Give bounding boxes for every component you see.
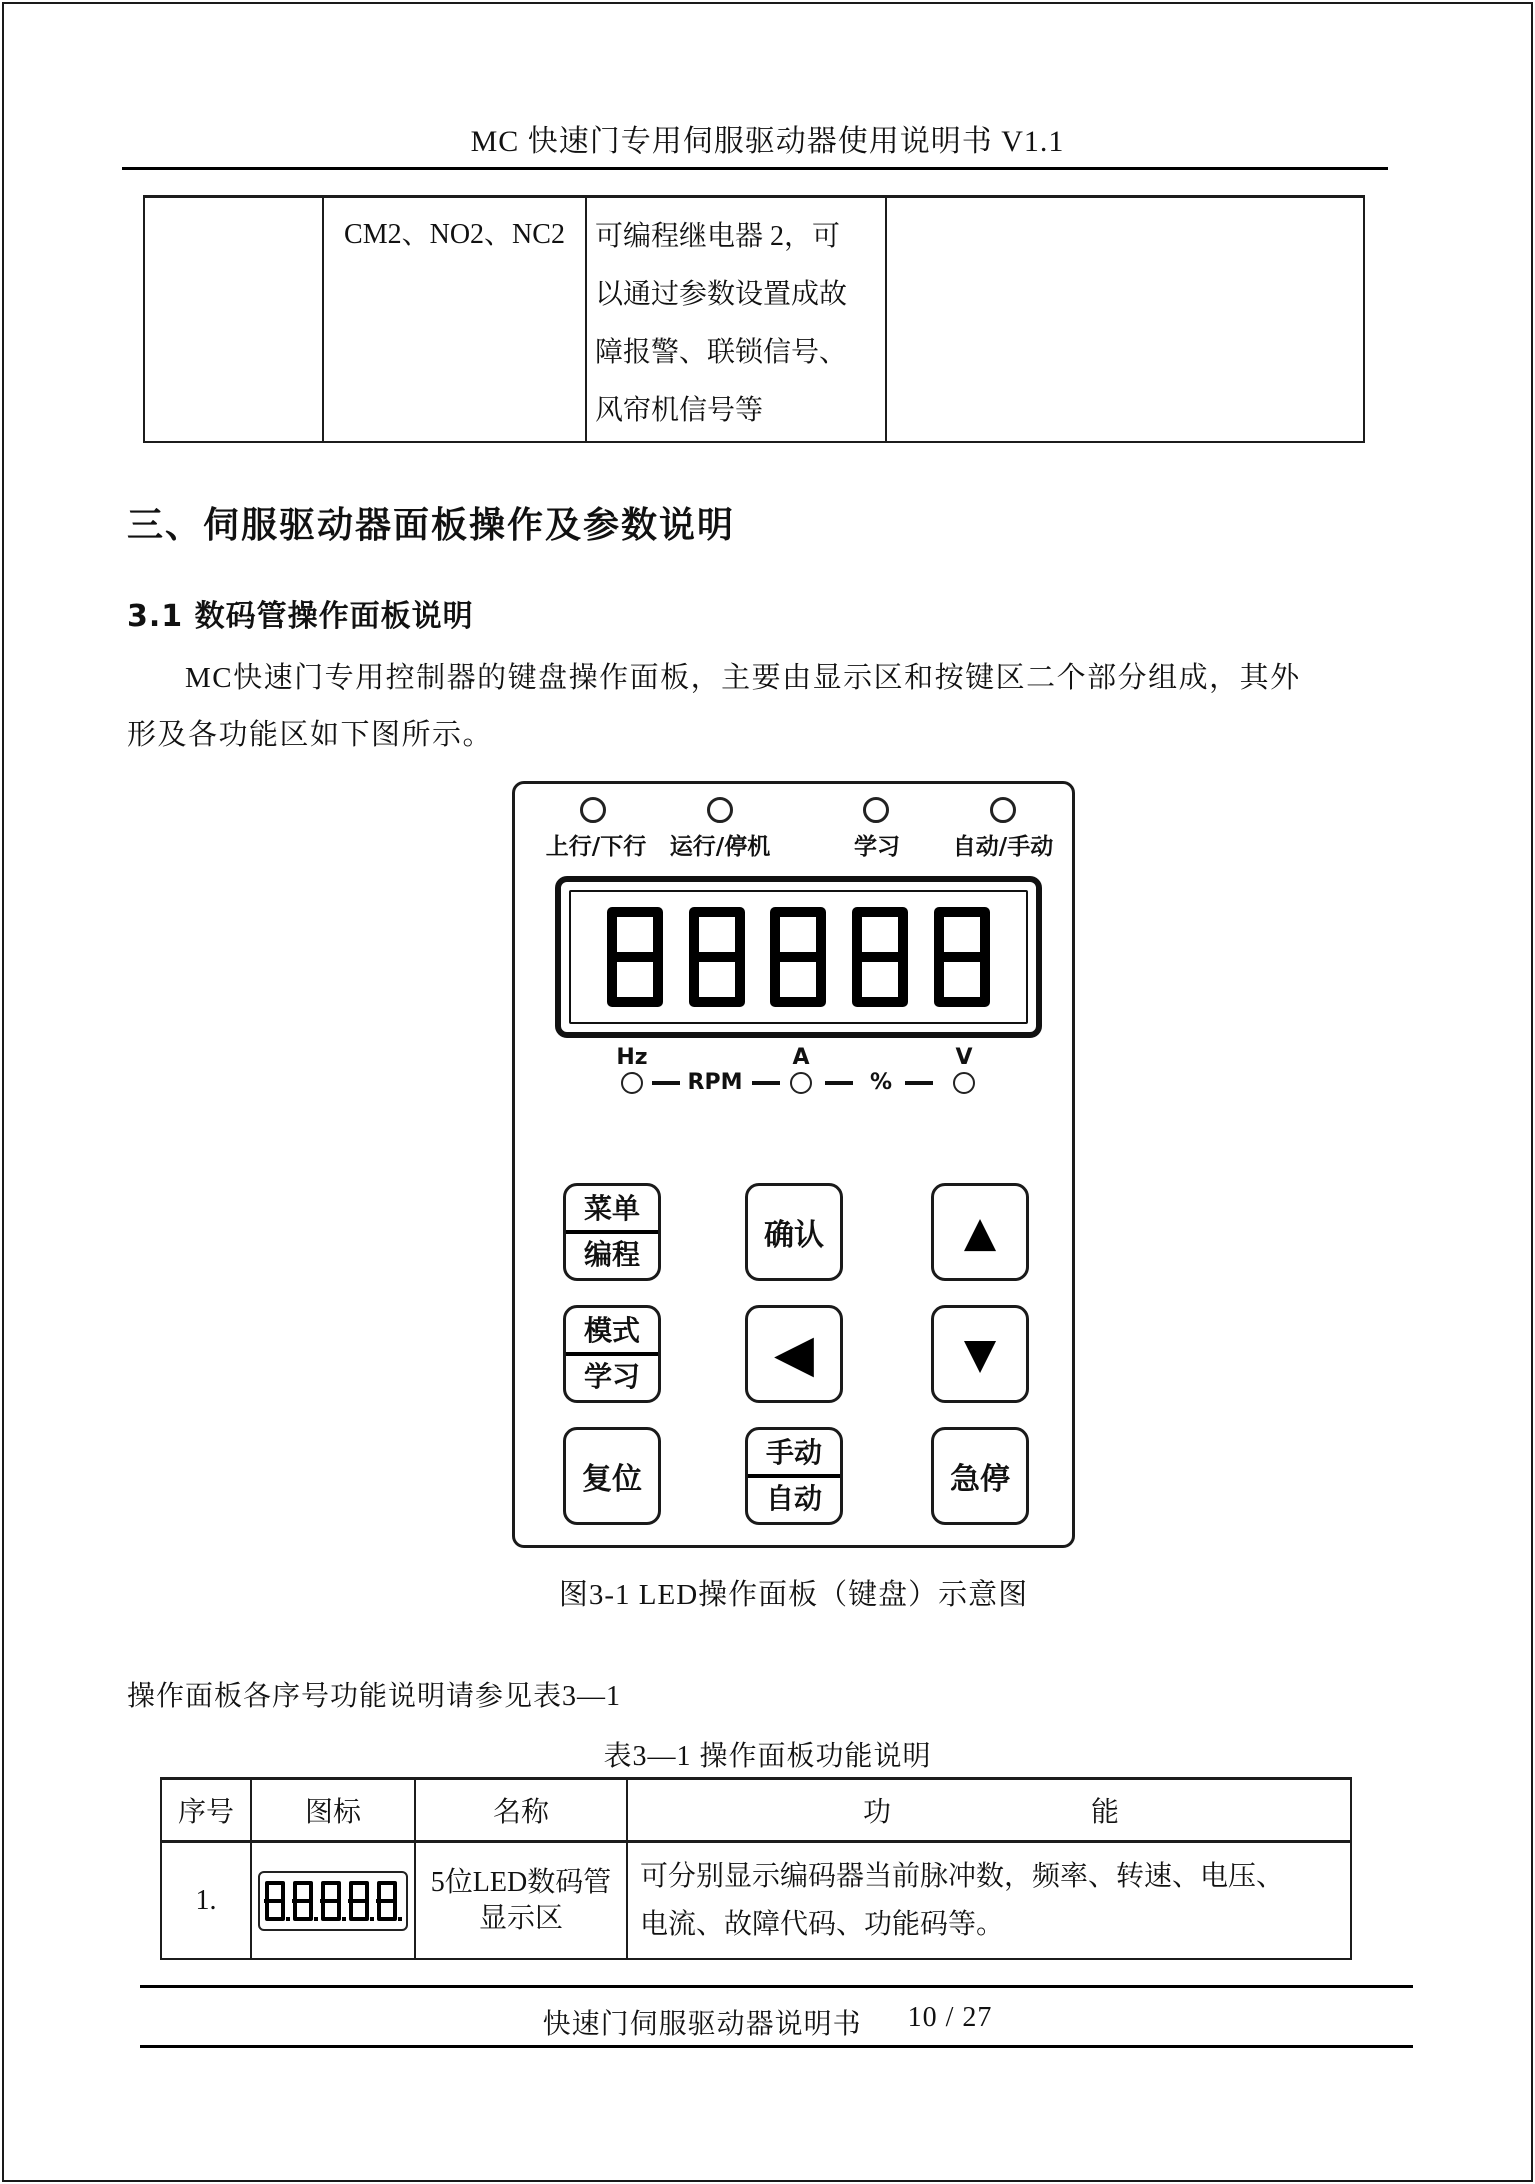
header-function-left: 功 [862, 1797, 891, 1828]
left-triangle-icon: ◀ [774, 1324, 814, 1384]
header-function-right: 能 [1091, 1797, 1120, 1828]
indicator-label-run-stop: 运行/停机 [669, 834, 771, 860]
meter-led-hz-icon [621, 1072, 643, 1094]
program-label: 编程 [583, 1238, 640, 1271]
row-name-cell [416, 1843, 628, 1958]
manual-auto-button [745, 1427, 843, 1525]
row-function-line: 可分别显示编码器当前脉冲数，频率、转速、电压、 [640, 1860, 1285, 1892]
row-function-cell [628, 1843, 1354, 1958]
page-title: MC 快速门专用伺服驱动器使用说明书 V1.1 [470, 125, 1065, 158]
meter-dash [752, 1081, 780, 1085]
down-button [931, 1305, 1029, 1403]
terminal-table-cell-terminals: CM2、NO2、NC2 [324, 198, 587, 441]
unit-label-volt: V [955, 1045, 973, 1070]
row-name-line: 显示区 [478, 1902, 563, 1934]
function-table-header-row [162, 1780, 1350, 1843]
unit-label-rpm: RPM [687, 1070, 743, 1095]
up-triangle-icon: ▲ [963, 1207, 997, 1256]
description-line: 可编程继电器 2，可 [595, 221, 841, 252]
meter-dash [825, 1081, 853, 1085]
header-icon: 图标 [252, 1780, 416, 1840]
meter-dash [652, 1081, 680, 1085]
header-name: 名称 [416, 1780, 628, 1840]
unit-label-percent: % [869, 1070, 893, 1095]
mini-seven-segment-digit [293, 1881, 318, 1921]
header-no: 序号 [162, 1780, 252, 1840]
indicator-led-icon [863, 797, 889, 823]
row-icon-cell [252, 1843, 416, 1958]
indicator-label-learn: 学习 [854, 834, 900, 860]
menu-label: 菜单 [583, 1192, 640, 1225]
down-triangle-icon: ▼ [963, 1329, 997, 1378]
indicator-led-icon [707, 797, 733, 823]
function-table-title: 表3—1 操作面板功能说明 [603, 1741, 932, 1772]
meter-led-volt-icon [953, 1072, 975, 1094]
mini-seven-segment-digit [377, 1881, 402, 1921]
mini-seven-segment-digit [265, 1881, 290, 1921]
icon-mini-display [258, 1871, 408, 1931]
reset-button [563, 1427, 661, 1525]
auto-label: 自动 [765, 1482, 822, 1515]
confirm-button [745, 1183, 843, 1281]
intro-paragraph [127, 650, 1407, 764]
footer [0, 2002, 1535, 2042]
seven-segment-digit [607, 907, 663, 1007]
section-heading: 三、伺服驱动器面板操作及参数说明 [127, 505, 736, 546]
estop-label: 急停 [950, 1462, 1010, 1497]
footer-rule [140, 2045, 1413, 2048]
indicator-led-icon [580, 797, 606, 823]
row-no: 1. [162, 1843, 252, 1958]
header-rule [122, 167, 1388, 170]
led-display [555, 876, 1042, 1038]
terminal-table-cell-empty-right [887, 198, 1367, 441]
mini-seven-segment-digit [321, 1881, 346, 1921]
description-line: 障报警、联锁信号、 [595, 337, 848, 368]
seven-segment-digit [770, 907, 826, 1007]
function-table [160, 1777, 1352, 1960]
manual-label: 手动 [765, 1436, 822, 1469]
estop-button [931, 1427, 1029, 1525]
unit-label-amp: A [792, 1045, 810, 1070]
indicator-label-auto-manual: 自动/手动 [952, 834, 1054, 860]
meter-led-amp-icon [790, 1072, 812, 1094]
reset-label: 复位 [582, 1462, 642, 1497]
footer-rule [140, 1985, 1413, 1988]
indicator-led-icon [990, 797, 1016, 823]
footer-doc-name: 快速门伺服驱动器说明书 [542, 2009, 862, 2040]
indicator-label-up-down: 上行/下行 [545, 834, 647, 860]
led-display-digits [569, 890, 1028, 1024]
seven-segment-digit [689, 907, 745, 1007]
seven-segment-digit [852, 907, 908, 1007]
mini-seven-segment-digit [349, 1881, 374, 1921]
intro-line-2: 形及各功能区如下图所示。 [127, 719, 494, 751]
mode-label: 模式 [583, 1314, 640, 1347]
row-name-line: 5位LED数码管 [430, 1866, 612, 1898]
intro-line-1: MC快速门专用控制器的键盘操作面板，主要由显示区和按键区二个部分组成，其外 [185, 662, 1301, 694]
terminal-table-cell-description [587, 198, 887, 441]
footer-page-indicator: 10 / 27 [907, 2002, 993, 2033]
menu-program-button [563, 1183, 661, 1281]
keypad-panel-figure [512, 781, 1075, 1548]
subsection-heading: 3.1 数码管操作面板说明 [127, 599, 474, 634]
figure-caption: 图3-1 LED操作面板（键盘）示意图 [558, 1579, 1029, 1611]
meter-dash [905, 1081, 933, 1085]
terminal-table-cell-empty-left [145, 198, 324, 441]
description-line: 风帘机信号等 [595, 395, 764, 426]
row-function-line: 电流、故障代码、功能码等。 [640, 1908, 1005, 1940]
learn-label: 学习 [583, 1360, 640, 1393]
mode-learn-button [563, 1305, 661, 1403]
description-line: 以通过参数设置成故 [595, 279, 848, 310]
seven-segment-digit [934, 907, 990, 1007]
function-table-row [162, 1843, 1350, 1958]
reference-note: 操作面板各序号功能说明请参见表3—1 [127, 1681, 622, 1712]
confirm-label: 确认 [764, 1218, 824, 1253]
unit-label-hz: Hz [616, 1045, 648, 1070]
left-button [745, 1305, 843, 1403]
up-button [931, 1183, 1029, 1281]
header-function [628, 1780, 1354, 1840]
terminal-table [143, 195, 1365, 443]
